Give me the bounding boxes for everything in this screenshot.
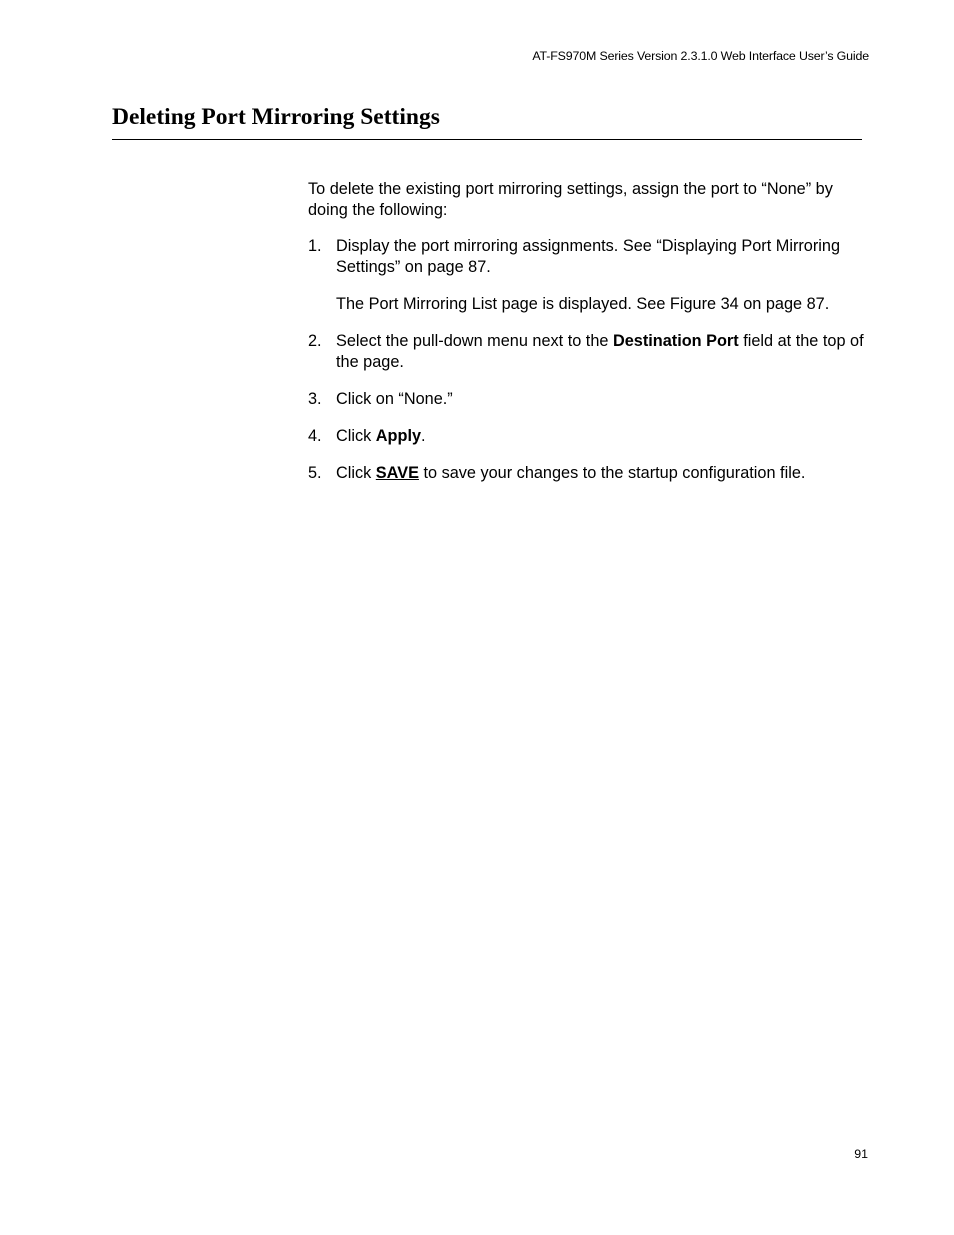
running-header: AT-FS970M Series Version 2.3.1.0 Web Interface User’s Guide: [532, 49, 869, 63]
step-number: 4.: [308, 427, 322, 445]
step-text-after: field at the top of the page.: [336, 332, 864, 371]
destination-port-label: Destination Port: [612, 332, 739, 350]
step-number: 2.: [308, 332, 322, 350]
step-text-before: Select the pull-down menu next to the: [336, 332, 613, 350]
step-1: [308, 236, 874, 315]
step-5: [308, 463, 874, 484]
step-4: [308, 426, 874, 447]
step-text: [336, 463, 874, 484]
section-title: Deleting Port Mirroring Settings: [112, 104, 440, 130]
intro-paragraph: To delete the existing port mirroring settings, assign the port to “None” by doing the following:: [308, 180, 833, 219]
save-link[interactable]: SAVE: [375, 464, 419, 482]
step-text-before: Click: [336, 427, 376, 445]
step-text: Click on “None.”: [336, 390, 453, 408]
page-number: 91: [854, 1147, 868, 1161]
step-2: [308, 331, 874, 373]
apply-label: Apply: [375, 427, 422, 445]
title-divider: [112, 139, 862, 140]
step-note: The Port Mirroring List page is displayed. See Figure 34 on page 87.: [336, 295, 830, 313]
step-number: 1.: [308, 237, 322, 255]
step-text: [336, 331, 874, 373]
step-text-before: Click: [336, 464, 376, 482]
step-text-after: to save your changes to the startup configuration file.: [418, 464, 806, 482]
step-number: 5.: [308, 464, 322, 482]
step-3: [308, 389, 874, 410]
step-number: 3.: [308, 390, 322, 408]
step-text: [336, 426, 874, 447]
step-text: Display the port mirroring assignments. See “Displaying Port Mirroring Settings” on page 87.: [336, 237, 840, 276]
step-text-after: .: [421, 427, 426, 445]
steps-list: [308, 236, 874, 500]
